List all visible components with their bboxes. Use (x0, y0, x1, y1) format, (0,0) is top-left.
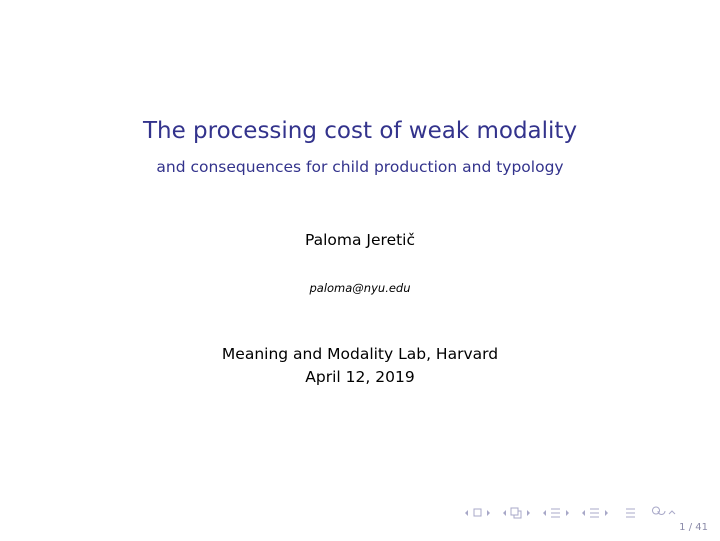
nav-slide-icon[interactable] (590, 509, 599, 517)
nav-frame-icon[interactable] (474, 509, 481, 516)
nav-next-slide-icon[interactable] (605, 510, 608, 516)
nav-prev-subsection-icon[interactable] (503, 510, 506, 516)
navigation-bar (460, 504, 710, 522)
page-number: 1 / 41 (679, 522, 708, 533)
nav-prev-frame-icon[interactable] (465, 510, 468, 516)
presentation-subtitle: and consequences for child production and typology (156, 158, 564, 176)
presentation-date: April 12, 2019 (305, 368, 415, 386)
nav-subsection-icon[interactable] (511, 508, 521, 518)
nav-next-frame-icon[interactable] (487, 510, 490, 516)
title-block (0, 114, 720, 178)
nav-toc-icon[interactable] (626, 509, 635, 517)
nav-prev-slide-icon[interactable] (582, 510, 585, 516)
nav-next-section-icon[interactable] (566, 510, 569, 516)
author-name: Paloma Jeretič (304, 231, 416, 249)
nav-next-subsection-icon[interactable] (527, 510, 530, 516)
institute-block (0, 343, 720, 389)
institute-name: Meaning and Modality Lab, Harvard (221, 345, 499, 363)
nav-search-icon[interactable] (653, 507, 675, 515)
presentation-title: The processing cost of weak modality (142, 118, 578, 144)
nav-section-icon[interactable] (551, 509, 560, 517)
author-email: paloma@nyu.edu (309, 281, 411, 295)
nav-prev-section-icon[interactable] (543, 510, 546, 516)
